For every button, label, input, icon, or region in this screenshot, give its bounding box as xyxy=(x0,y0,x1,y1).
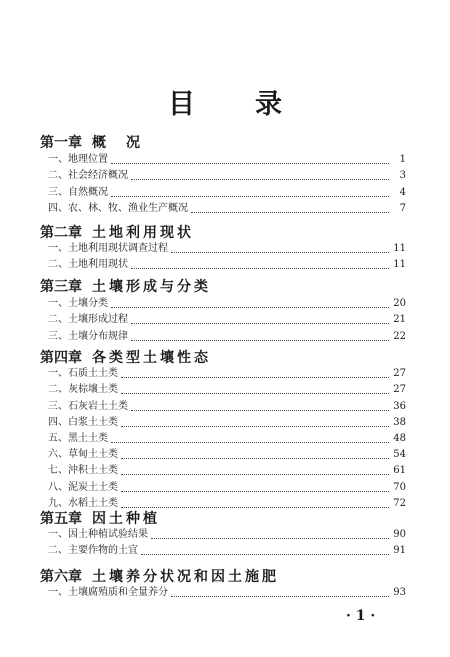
entry-label: 四、农、林、牧、渔业生产概况 xyxy=(48,202,188,214)
toc-entry xyxy=(48,255,406,271)
toc-entry xyxy=(48,310,406,326)
chapter-name: 各类型土壤性态 xyxy=(92,350,211,366)
entry-label: 三、石灰岩土土类 xyxy=(48,400,128,412)
entry-page: 20 xyxy=(393,298,406,310)
entry-page: 36 xyxy=(393,400,406,412)
toc-entry xyxy=(48,199,406,215)
entry-label: 二、灰棕壤土类 xyxy=(48,384,118,396)
entry-label: 四、白浆土土类 xyxy=(48,416,118,428)
toc-entry xyxy=(48,429,406,445)
chapter-entries xyxy=(48,525,406,557)
toc-entry xyxy=(48,461,406,477)
entry-page: 27 xyxy=(393,368,406,380)
chapter-entries xyxy=(48,583,406,599)
dot-leader xyxy=(121,506,389,508)
entry-page: 48 xyxy=(393,432,406,444)
toc-entry xyxy=(48,525,406,541)
chapter-heading xyxy=(40,132,143,152)
chapter-name: 土壤形成与分类 xyxy=(92,279,211,295)
chapter-name: 土地利用现状 xyxy=(92,225,194,241)
entry-page: 1 xyxy=(399,154,406,166)
entry-label: 一、土壤分类 xyxy=(48,298,108,310)
toc-entry xyxy=(48,182,406,198)
dot-leader xyxy=(111,162,389,164)
dot-leader xyxy=(121,473,389,475)
chapter-entries xyxy=(48,239,406,271)
toc-entry xyxy=(48,396,406,412)
dot-leader xyxy=(121,392,389,394)
dot-leader xyxy=(151,537,389,539)
toc-entry xyxy=(48,364,406,380)
page-title xyxy=(0,82,450,118)
entry-page: 61 xyxy=(393,465,406,477)
dot-leader xyxy=(111,306,389,308)
chapter-heading xyxy=(40,276,211,296)
entry-page: 7 xyxy=(399,202,406,214)
toc-entry xyxy=(48,477,406,493)
chapter-number: 第四章 xyxy=(40,350,82,366)
dot-leader xyxy=(141,553,389,555)
entry-label: 二、土地利用现状 xyxy=(48,259,128,271)
entry-label: 二、社会经济概况 xyxy=(48,170,128,182)
dot-leader xyxy=(121,490,389,492)
chapter-entries xyxy=(48,364,406,510)
chapter-name: 土壤养分状况和因土施肥 xyxy=(92,569,279,585)
entry-page: 54 xyxy=(393,449,406,461)
toc-entry xyxy=(48,541,406,557)
dot-leader xyxy=(131,267,389,269)
entry-label: 一、地理位置 xyxy=(48,154,108,166)
entry-label: 五、黑土土类 xyxy=(48,432,108,444)
toc-entry xyxy=(48,166,406,182)
entry-label: 三、自然概况 xyxy=(48,186,108,198)
entry-page: 22 xyxy=(393,330,406,342)
toc-entry xyxy=(48,150,406,166)
chapter-name: 概 况 xyxy=(92,135,143,151)
chapter-name: 因土种植 xyxy=(92,511,160,527)
chapter-number: 第五章 xyxy=(40,511,82,527)
entry-page: 72 xyxy=(393,497,406,509)
toc-entry xyxy=(48,239,406,255)
title-char-left: 目 xyxy=(168,89,195,120)
entry-page: 93 xyxy=(393,587,406,599)
chapter-number: 第二章 xyxy=(40,225,82,241)
dot-leader xyxy=(131,339,389,341)
entry-page: 27 xyxy=(393,384,406,396)
toc-entry xyxy=(48,413,406,429)
entry-label: 七、沖积土土类 xyxy=(48,465,118,477)
dot-leader xyxy=(171,251,389,253)
page-number: · 1 · xyxy=(346,608,376,624)
chapter-entries xyxy=(48,150,406,215)
toc-entry xyxy=(48,380,406,396)
entry-label: 二、土壤形成过程 xyxy=(48,314,128,326)
dot-leader xyxy=(131,178,389,180)
toc-entry xyxy=(48,326,406,342)
entry-label: 一、土地利用现状调查过程 xyxy=(48,243,168,255)
dot-leader xyxy=(111,195,389,197)
chapter-number: 第六章 xyxy=(40,569,82,585)
entry-label: 八、泥炭土土类 xyxy=(48,481,118,493)
dot-leader xyxy=(121,425,389,427)
toc-entry xyxy=(48,294,406,310)
chapter-number: 第一章 xyxy=(40,135,82,151)
dot-leader xyxy=(131,409,389,411)
entry-page: 11 xyxy=(393,243,406,255)
entry-label: 九、水稻土土类 xyxy=(48,497,118,509)
entry-page: 90 xyxy=(393,529,406,541)
entry-page: 11 xyxy=(393,259,406,271)
entry-page: 70 xyxy=(393,481,406,493)
entry-page: 91 xyxy=(393,545,406,557)
toc-entry xyxy=(48,445,406,461)
entry-label: 一、因土种植试验结果 xyxy=(48,529,148,541)
entry-page: 21 xyxy=(393,314,406,326)
entry-label: 一、石质土土类 xyxy=(48,368,118,380)
entry-label: 三、土壤分布规律 xyxy=(48,330,128,342)
entry-label: 二、主要作物的土宜 xyxy=(48,545,138,557)
chapter-number: 第三章 xyxy=(40,279,82,295)
chapter-entries xyxy=(48,294,406,343)
dot-leader xyxy=(171,595,389,597)
toc-entry xyxy=(48,583,406,599)
entry-label: 六、草甸土土类 xyxy=(48,449,118,461)
dot-leader xyxy=(121,457,389,459)
dot-leader xyxy=(121,376,389,378)
entry-page: 3 xyxy=(399,170,406,182)
dot-leader xyxy=(131,322,389,324)
title-char-right: 录 xyxy=(255,89,282,120)
entry-page: 4 xyxy=(399,186,406,198)
entry-page: 38 xyxy=(393,416,406,428)
entry-label: 一、土壤腐殖质和全量养分 xyxy=(48,587,168,599)
dot-leader xyxy=(191,211,389,213)
dot-leader xyxy=(111,441,389,443)
